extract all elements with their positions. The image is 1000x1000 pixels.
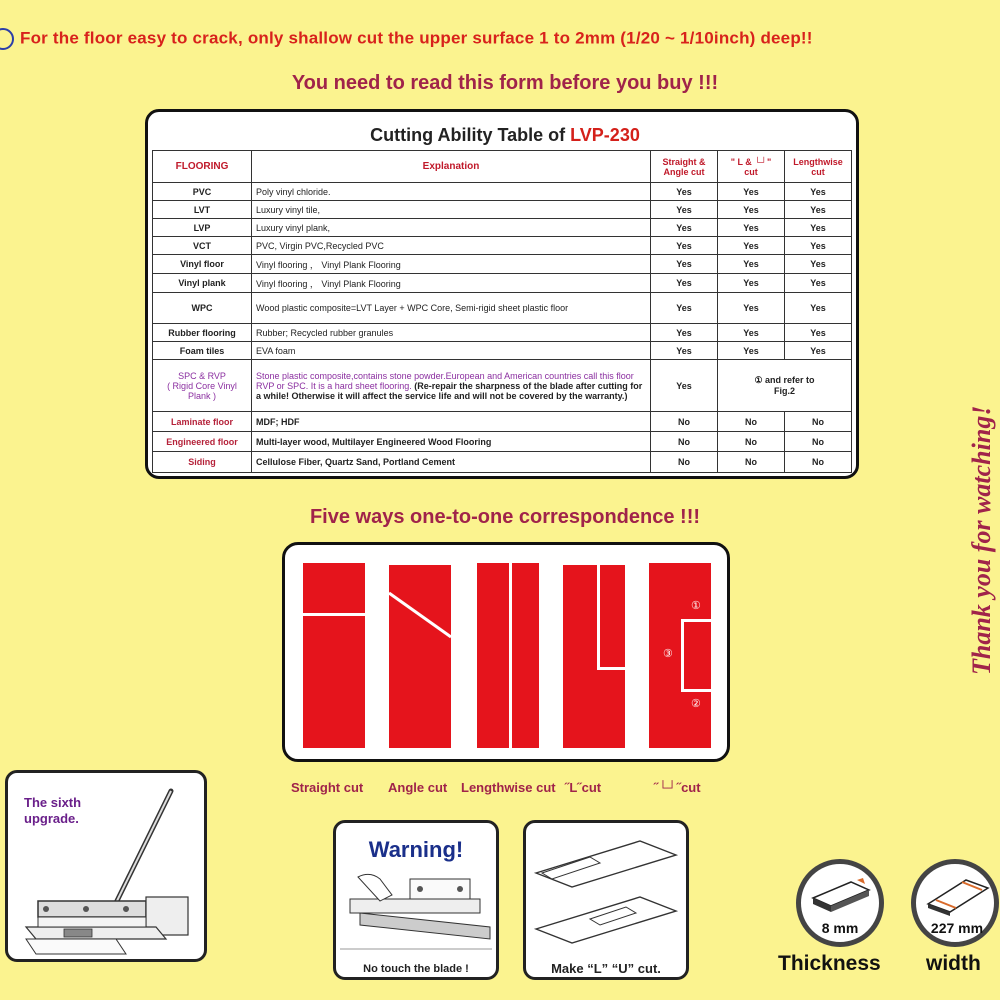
table-row-spc — [153, 360, 852, 412]
u-cut-line-bottom — [681, 689, 711, 692]
straight-value: Yes — [651, 293, 718, 324]
lu-value: Yes — [718, 342, 785, 360]
floor-explanation: PVC, Virgin PVC,Recycled PVC — [252, 237, 651, 255]
lu-value: No — [718, 452, 785, 473]
u-cut-line-top — [681, 619, 711, 622]
floor-name: Foam tiles — [153, 342, 252, 360]
floor-name: LVP — [153, 219, 252, 237]
thank-you-text: Thank you for watching! — [967, 405, 996, 675]
lengthwise-cut-line — [509, 563, 512, 748]
straight-value: Yes — [651, 237, 718, 255]
table-row — [153, 219, 852, 237]
lengthwise-value: No — [785, 432, 852, 452]
table-row — [153, 274, 852, 293]
label-u-cut: ˝└┘˝cut — [654, 780, 701, 795]
form-heading: You need to read this form before you buy !!! — [291, 72, 719, 94]
lengthwise-value: Yes — [785, 324, 852, 342]
table-row — [153, 183, 852, 201]
straight-value: Yes — [651, 219, 718, 237]
lu-value: Yes — [718, 274, 785, 293]
table-row — [153, 412, 852, 432]
thank-you-side-text — [945, 330, 1000, 690]
header-straight-angle: Straight & Angle cut — [651, 151, 718, 183]
floor-name: WPC — [153, 293, 252, 324]
model-name: LVP-230 — [570, 125, 640, 145]
lu-cut-box — [523, 820, 689, 980]
sixth-upgrade-box — [5, 770, 207, 962]
floor-name: LVT — [153, 201, 252, 219]
sixth-upgrade-text: The sixth upgrade. — [24, 795, 82, 826]
lengthwise-value: Yes — [785, 219, 852, 237]
straight-value: Yes — [651, 360, 718, 412]
l-cut-panel — [563, 565, 625, 748]
lengthwise-value: Yes — [785, 183, 852, 201]
lengthwise-value: Yes — [785, 201, 852, 219]
width-badge — [911, 859, 999, 947]
straight-value: Yes — [651, 274, 718, 293]
floor-name: SPC & RVP ( Rigid Core Vinyl Plank ) — [153, 360, 252, 412]
straight-value: Yes — [651, 201, 718, 219]
floor-explanation: Luxury vinyl plank, — [252, 219, 651, 237]
plank-thickness-icon — [811, 876, 871, 916]
straight-cut-panel — [303, 563, 365, 748]
l-cut-line-v — [597, 565, 600, 669]
lengthwise-value: Yes — [785, 293, 852, 324]
lu-value: Yes — [718, 183, 785, 201]
lu-value: Yes — [718, 201, 785, 219]
straight-value: No — [651, 412, 718, 432]
ways-heading: Five ways one-to-one correspondence !!! — [309, 506, 701, 528]
warning-box — [333, 820, 499, 980]
lengthwise-value: Yes — [785, 342, 852, 360]
floor-name: Vinyl floor — [153, 255, 252, 274]
floor-name: Siding — [153, 452, 252, 473]
lu-value: Yes — [718, 255, 785, 274]
table-row — [153, 201, 852, 219]
lengthwise-value: Yes — [785, 255, 852, 274]
marker-two: ② — [691, 698, 701, 710]
lu-value: Yes — [718, 237, 785, 255]
top-note: For the floor easy to crack, only shallow cut the upper surface 1 to 2mm (1/20 ~ 1/10inch) deep!! — [0, 28, 1000, 50]
table-row — [153, 255, 852, 274]
straight-value: No — [651, 452, 718, 473]
lengthwise-value: Yes — [785, 237, 852, 255]
table-row — [153, 293, 852, 324]
table-row — [153, 452, 852, 473]
lu-value: No — [718, 412, 785, 432]
l-cut-line-h — [597, 667, 625, 670]
straight-value: Yes — [651, 342, 718, 360]
straight-value: No — [651, 432, 718, 452]
floor-explanation: EVA foam — [252, 342, 651, 360]
lengthwise-value: No — [785, 452, 852, 473]
header-flooring: FLOORING — [153, 151, 252, 183]
refer-note: ① and refer to Fig.2 — [718, 360, 852, 412]
lengthwise-value: No — [785, 412, 852, 432]
floor-name: Laminate floor — [153, 412, 252, 432]
lu-value: No — [718, 432, 785, 452]
table-row — [153, 342, 852, 360]
floor-name: VCT — [153, 237, 252, 255]
blade-hand-icon — [340, 869, 492, 955]
floor-name: Vinyl plank — [153, 274, 252, 293]
straight-cut-line — [303, 613, 365, 616]
cutting-ability-table-card — [145, 109, 859, 479]
floor-name: Rubber flooring — [153, 324, 252, 342]
label-lengthwise-cut: Lengthwise cut — [461, 780, 556, 795]
floor-explanation: Rubber; Recycled rubber granules — [252, 324, 651, 342]
floor-name: Engineered floor — [153, 432, 252, 452]
straight-value: Yes — [651, 183, 718, 201]
header-l-u: " L & └┘" cut — [718, 151, 785, 183]
straight-value: Yes — [651, 255, 718, 274]
warning-title: Warning! — [368, 837, 464, 862]
table-row — [153, 432, 852, 452]
header-explanation: Explanation — [252, 151, 651, 183]
floor-explanation: Vinyl flooring ， Vinyl Plank Flooring — [252, 255, 651, 274]
width-value: 227 mm — [930, 920, 984, 936]
floor-explanation: MDF; HDF — [252, 412, 651, 432]
lu-caption: Make “L” “U” cut. — [551, 961, 661, 976]
thickness-value: 8 mm — [821, 920, 859, 936]
lu-value: Yes — [718, 324, 785, 342]
floor-explanation: Stone plastic composite,contains stone powder.European and American countries call this floor RVP or SPC. It is a hard sheet flooring. (Re-repair the sharpness of the blade after cutting for a while! Otherwise it will affect the service life and will not be covered by the warranty.) — [252, 360, 651, 412]
width-label: width — [926, 952, 981, 975]
label-straight-cut: Straight cut — [291, 780, 364, 795]
floor-explanation: Poly vinyl chloride. — [252, 183, 651, 201]
u-cut-line-side — [681, 619, 684, 691]
lu-value: Yes — [718, 219, 785, 237]
info-circle-icon — [0, 28, 14, 50]
cutter-machine-icon — [16, 779, 202, 957]
floor-explanation: Luxury vinyl tile, — [252, 201, 651, 219]
warning-caption: No touch the blade ! — [363, 963, 469, 975]
five-ways-diagram — [282, 542, 730, 762]
u-cut-panel — [649, 563, 711, 748]
angle-cut-line — [389, 565, 451, 748]
thickness-label: Thickness — [778, 952, 881, 975]
floor-explanation: Multi-layer wood, Multilayer Engineered Wood Flooring — [252, 432, 651, 452]
table-row — [153, 237, 852, 255]
plank-width-icon — [926, 874, 990, 920]
table-title: Cutting Ability Table of LVP-230 — [370, 125, 640, 145]
label-angle-cut: Angle cut — [388, 780, 448, 795]
floor-name: PVC — [153, 183, 252, 201]
floor-explanation: Vinyl flooring ， Vinyl Plank Flooring — [252, 274, 651, 293]
label-l-cut: ˝L˝cut — [565, 780, 602, 795]
thickness-badge — [796, 859, 884, 947]
lengthwise-cut-panel — [477, 563, 539, 748]
cutting-ability-table — [152, 150, 852, 473]
floor-explanation: Wood plastic composite=LVT Layer + WPC Core, Semi-rigid sheet plastic floor — [252, 293, 651, 324]
straight-value: Yes — [651, 324, 718, 342]
marker-one: ① — [691, 600, 701, 612]
header-lengthwise: Lengthwise cut — [785, 151, 852, 183]
table-row — [153, 324, 852, 342]
floor-explanation: Cellulose Fiber, Quartz Sand, Portland Cement — [252, 452, 651, 473]
table-header-row — [153, 151, 852, 183]
lengthwise-value: Yes — [785, 274, 852, 293]
lu-value: Yes — [718, 293, 785, 324]
lu-cut-planks-icon — [530, 833, 682, 953]
marker-three: ③ — [663, 648, 673, 660]
